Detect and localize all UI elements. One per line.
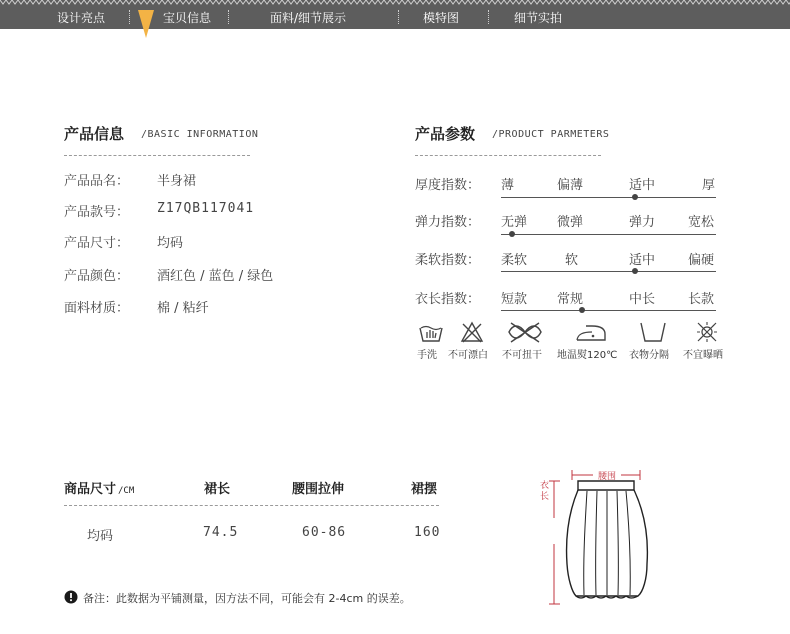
scale-option: 弹力 — [629, 215, 656, 230]
info-label-material: 面料材质： — [64, 301, 130, 316]
waist-label: 腰围 — [597, 472, 617, 482]
info-value-name: 半身裙 — [157, 174, 197, 189]
scale-option: 厚 — [702, 178, 716, 193]
info-value-color: 酒红色 / 蓝色 / 绿色 — [157, 269, 274, 284]
scale-track — [501, 310, 716, 311]
info-label-size: 产品尺寸： — [64, 236, 130, 251]
tab-product-info[interactable]: 宝贝信息 — [163, 11, 212, 25]
hand-wash-icon — [417, 320, 445, 344]
active-tab-indicator — [138, 10, 154, 38]
length-label: 衣长 — [540, 481, 550, 502]
scale-track — [501, 271, 716, 272]
info-label-sku: 产品款号： — [64, 205, 130, 220]
info-title: 产品信息 — [64, 125, 125, 143]
size-cell: 均码 — [87, 529, 114, 544]
no-bleach-icon — [459, 320, 485, 344]
scale-option: 宽松 — [688, 215, 715, 230]
scale-option: 柔软 — [501, 253, 528, 268]
size-header-size: 商品尺寸 /CM — [64, 482, 135, 497]
scale-option: 常规 — [557, 292, 584, 307]
scale-option: 偏薄 — [557, 178, 584, 193]
info-value-size: 均码 — [157, 236, 184, 251]
care-label: 不可漂白 — [448, 350, 488, 361]
tab-divider — [129, 10, 130, 24]
size-cell: 160 — [414, 525, 441, 540]
scale-marker — [632, 268, 638, 274]
scale-label-length: 衣长指数： — [415, 292, 481, 307]
tab-model-photos[interactable]: 模特图 — [423, 11, 460, 25]
scale-marker — [509, 231, 515, 237]
info-label-color: 产品颜色： — [64, 269, 130, 284]
care-label: 不可扭干 — [502, 350, 542, 361]
care-label: 不宜曝晒 — [683, 350, 723, 361]
top-nav-bar — [0, 0, 790, 29]
tab-design-highlights[interactable]: 设计亮点 — [57, 11, 106, 25]
divider — [64, 155, 250, 156]
info-value-material: 棉 / 粘纤 — [157, 301, 209, 316]
scale-marker — [632, 194, 638, 200]
info-value-sku: Z17QB117041 — [157, 201, 255, 216]
scale-option: 薄 — [501, 178, 515, 193]
separate-wash-icon — [638, 320, 668, 344]
info-subtitle: /BASIC INFORMATION — [141, 129, 259, 140]
scale-option: 长款 — [688, 292, 715, 307]
scale-marker — [579, 307, 585, 313]
no-wring-icon — [505, 320, 545, 344]
params-title: 产品参数 — [415, 125, 476, 143]
tab-divider — [488, 10, 489, 24]
measurement-note: 备注：此数据为平铺测量，因方法不同，可能会有 2-4cm 的误差。 — [83, 592, 411, 605]
scale-track — [501, 234, 716, 235]
warning-icon — [64, 590, 78, 604]
size-cell: 74.5 — [203, 525, 239, 540]
size-unit: /CM — [118, 486, 135, 496]
care-label: 手洗 — [417, 350, 437, 361]
scale-option: 适中 — [629, 178, 656, 193]
scale-option: 微弹 — [557, 215, 584, 230]
scale-option: 软 — [565, 253, 579, 268]
zigzag-border — [0, 0, 790, 5]
scale-option: 偏硬 — [688, 253, 715, 268]
tab-divider — [398, 10, 399, 24]
scale-label-elasticity: 弹力指数： — [415, 215, 481, 230]
params-subtitle: /PRODUCT PARMETERS — [492, 129, 610, 140]
size-cell: 60-86 — [302, 525, 347, 540]
size-header-waist: 腰围拉伸 — [292, 482, 345, 497]
scale-label-thickness: 厚度指数： — [415, 178, 481, 193]
skirt-illustration — [567, 481, 648, 598]
no-sun-icon — [694, 320, 720, 344]
care-label: 衣物分隔 — [629, 350, 669, 361]
tab-fabric-details[interactable]: 面料/细节展示 — [270, 11, 347, 25]
scale-option: 中长 — [629, 292, 656, 307]
divider — [64, 505, 439, 506]
scale-option: 无弹 — [501, 215, 528, 230]
size-header-hem: 裙摆 — [411, 482, 438, 497]
scale-track — [501, 197, 716, 198]
care-label: 地温熨120℃ — [557, 350, 618, 361]
info-label-name: 产品品名： — [64, 174, 130, 189]
iron-icon — [574, 320, 608, 344]
tab-divider — [228, 10, 229, 24]
skirt-size-diagram — [530, 464, 670, 610]
scale-label-softness: 柔软指数： — [415, 253, 481, 268]
divider — [415, 155, 601, 156]
scale-option: 适中 — [629, 253, 656, 268]
scale-option: 短款 — [501, 292, 528, 307]
size-header-length: 裙长 — [204, 482, 231, 497]
tab-detail-photos[interactable]: 细节实拍 — [514, 11, 563, 25]
